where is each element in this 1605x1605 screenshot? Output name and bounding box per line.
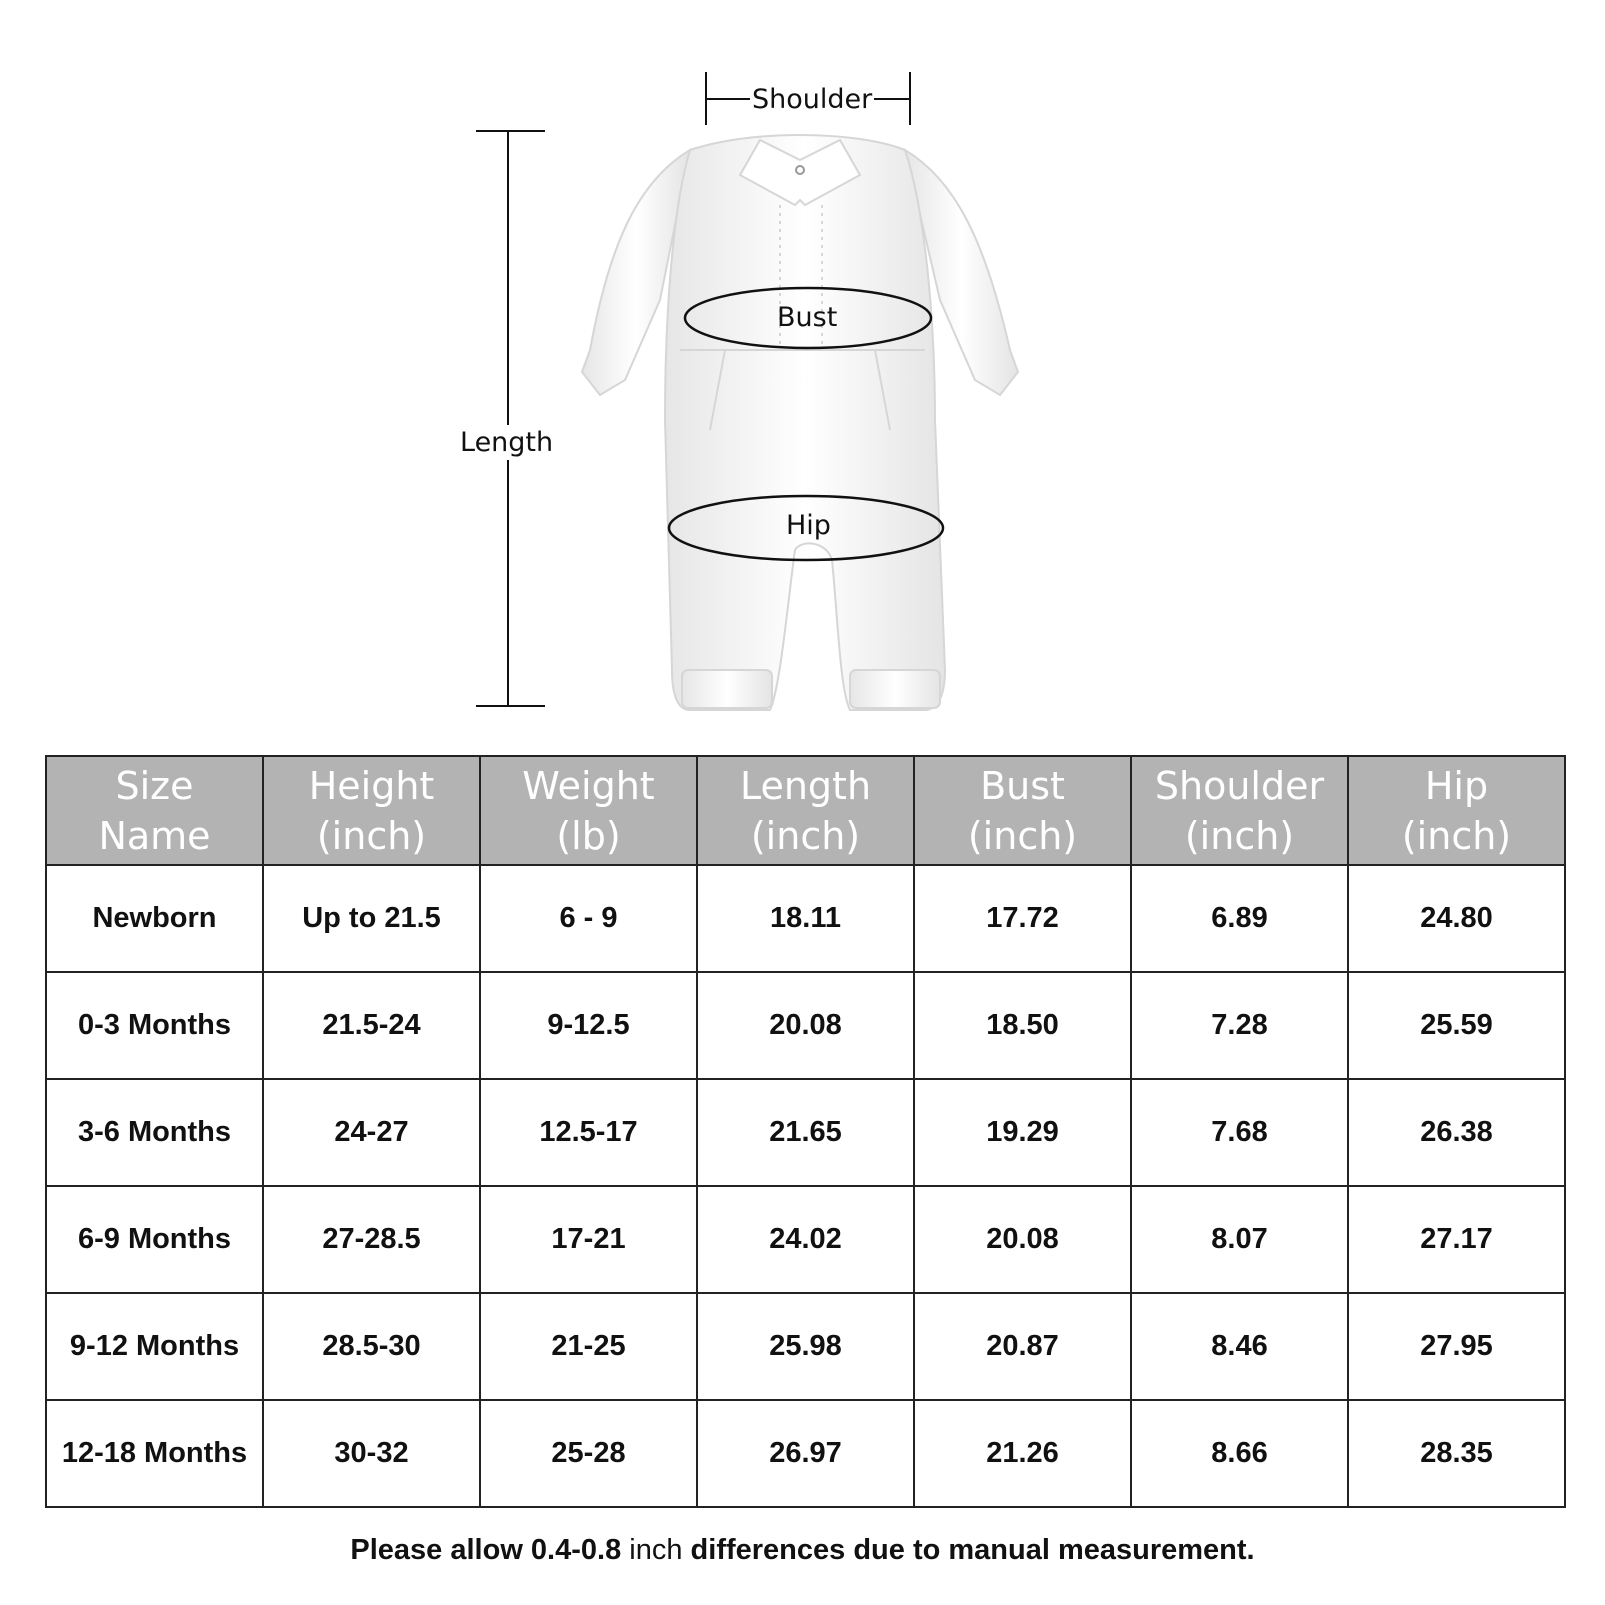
disclaimer-unit: inch bbox=[629, 1534, 683, 1566]
cell-shoulder: 7.68 bbox=[1131, 1079, 1348, 1186]
cell-weight: 12.5-17 bbox=[480, 1079, 697, 1186]
table-row bbox=[46, 1186, 1565, 1293]
measurement-disclaimer bbox=[0, 1534, 1605, 1567]
cell-shoulder: 8.46 bbox=[1131, 1293, 1348, 1400]
cell-weight: 6 - 9 bbox=[480, 865, 697, 972]
cell-height: 21.5-24 bbox=[263, 972, 480, 1079]
size-chart-table bbox=[45, 755, 1566, 1508]
header-shoulder bbox=[1131, 756, 1348, 865]
cell-size-name: 9-12 Months bbox=[46, 1293, 263, 1400]
disclaimer-text-end: differences due to manual measurement. bbox=[682, 1534, 1255, 1566]
header-line2: (inch) bbox=[967, 813, 1078, 858]
cell-length: 18.11 bbox=[697, 865, 914, 972]
cell-height: 24-27 bbox=[263, 1079, 480, 1186]
cell-shoulder: 6.89 bbox=[1131, 865, 1348, 972]
cell-hip: 26.38 bbox=[1348, 1079, 1565, 1186]
shoulder-label: Shoulder bbox=[752, 84, 873, 115]
cell-length: 21.65 bbox=[697, 1079, 914, 1186]
header-weight bbox=[480, 756, 697, 865]
cell-size-name: 3-6 Months bbox=[46, 1079, 263, 1186]
cell-height: 30-32 bbox=[263, 1400, 480, 1507]
table-row bbox=[46, 1400, 1565, 1507]
cell-length: 20.08 bbox=[697, 972, 914, 1079]
disclaimer-text-start: Please allow 0.4-0.8 bbox=[350, 1534, 630, 1566]
cell-size-name: Newborn bbox=[46, 865, 263, 972]
header-line1: Size bbox=[115, 763, 194, 808]
cell-hip: 27.17 bbox=[1348, 1186, 1565, 1293]
header-line2: (inch) bbox=[316, 813, 427, 858]
cell-hip: 25.59 bbox=[1348, 972, 1565, 1079]
cell-bust: 21.26 bbox=[914, 1400, 1131, 1507]
header-line2: Name bbox=[98, 813, 211, 858]
header-line1: Hip bbox=[1424, 763, 1489, 808]
bust-label: Bust bbox=[777, 302, 838, 333]
measurement-diagram bbox=[0, 0, 1605, 730]
cell-shoulder: 7.28 bbox=[1131, 972, 1348, 1079]
header-line1: Shoulder bbox=[1154, 763, 1325, 808]
cell-shoulder: 8.66 bbox=[1131, 1400, 1348, 1507]
header-bust bbox=[914, 756, 1131, 865]
header-length bbox=[697, 756, 914, 865]
cell-length: 25.98 bbox=[697, 1293, 914, 1400]
cell-size-name: 0-3 Months bbox=[46, 972, 263, 1079]
header-line1: Weight bbox=[522, 763, 655, 808]
table-header-row bbox=[46, 756, 1565, 865]
hip-label: Hip bbox=[786, 510, 831, 541]
cell-bust: 19.29 bbox=[914, 1079, 1131, 1186]
cell-height: 27-28.5 bbox=[263, 1186, 480, 1293]
length-label: Length bbox=[460, 427, 554, 458]
header-size-name bbox=[46, 756, 263, 865]
cell-weight: 25-28 bbox=[480, 1400, 697, 1507]
cell-bust: 18.50 bbox=[914, 972, 1131, 1079]
table-row bbox=[46, 865, 1565, 972]
cell-hip: 28.35 bbox=[1348, 1400, 1565, 1507]
cell-hip: 27.95 bbox=[1348, 1293, 1565, 1400]
cell-size-name: 6-9 Months bbox=[46, 1186, 263, 1293]
table-row bbox=[46, 972, 1565, 1079]
header-line2: (inch) bbox=[1184, 813, 1295, 858]
header-line1: Height bbox=[308, 763, 435, 808]
cell-shoulder: 8.07 bbox=[1131, 1186, 1348, 1293]
header-line2: (lb) bbox=[556, 813, 621, 858]
cell-bust: 17.72 bbox=[914, 865, 1131, 972]
table-row bbox=[46, 1293, 1565, 1400]
header-line2: (inch) bbox=[750, 813, 861, 858]
romper-garment bbox=[582, 135, 1018, 710]
header-hip bbox=[1348, 756, 1565, 865]
length-dimension-line bbox=[476, 131, 545, 706]
header-line1: Length bbox=[739, 763, 872, 808]
cell-weight: 21-25 bbox=[480, 1293, 697, 1400]
cell-height: 28.5-30 bbox=[263, 1293, 480, 1400]
cell-bust: 20.87 bbox=[914, 1293, 1131, 1400]
cell-weight: 17-21 bbox=[480, 1186, 697, 1293]
header-line1: Bust bbox=[980, 763, 1065, 808]
cell-length: 24.02 bbox=[697, 1186, 914, 1293]
cell-weight: 9-12.5 bbox=[480, 972, 697, 1079]
table-row bbox=[46, 1079, 1565, 1186]
cell-height: Up to 21.5 bbox=[263, 865, 480, 972]
header-line2: (inch) bbox=[1401, 813, 1512, 858]
cell-hip: 24.80 bbox=[1348, 865, 1565, 972]
cell-length: 26.97 bbox=[697, 1400, 914, 1507]
cell-size-name: 12-18 Months bbox=[46, 1400, 263, 1507]
cell-bust: 20.08 bbox=[914, 1186, 1131, 1293]
header-height bbox=[263, 756, 480, 865]
